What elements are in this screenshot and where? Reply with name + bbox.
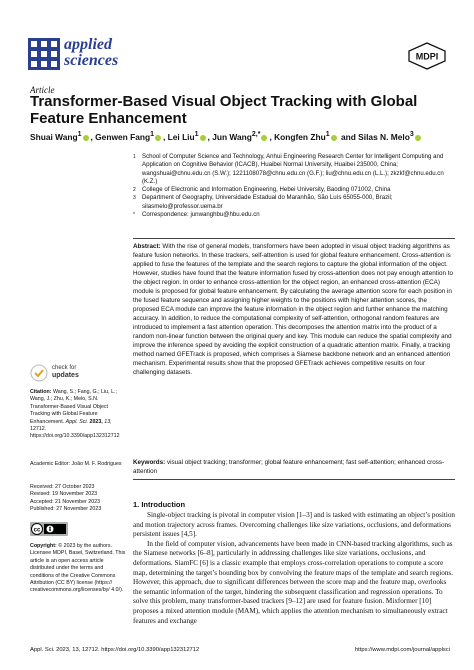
orcid-icon[interactable] [200,135,206,141]
academic-editor [30,461,126,468]
author-name: Kongfen Zhu [274,131,326,142]
journal-name [64,37,118,69]
author-name: Lei Liu [167,131,195,142]
author-name: Jun Wang [212,131,252,142]
journal-name-line1: applied [64,36,112,53]
license-badge-text: cc [33,527,41,534]
author-list: Shuai Wang$^1$ , Genwen Fang$^1$ , Lei Liu$^1$ , Jun Wang$^{2,*}$ , Kongfen Zhu$^1$ and Silas N. Melo$^3$ [30,131,460,142]
orcid-icon[interactable] [261,135,267,141]
affiliation [133,194,453,211]
author-affil: 2,* [251,131,261,138]
author-affil: 1 [77,131,82,138]
citation-label: Citation: [30,389,52,395]
journal-name-line2: sciences [64,52,119,69]
author-affil: 1 [194,131,199,138]
author-affil: 1 [325,131,330,138]
author-name: Shuai Wang [30,131,78,142]
citation-year: 2023, [89,418,103,425]
citation-volume: 13, [104,418,112,425]
date-accepted: Accepted: 21 November 2023 [30,498,101,505]
author-name: Genwen Fang [95,131,151,142]
author-affil: 3 [409,131,414,138]
affiliation [133,153,453,186]
citation-journal: Appl. Sci. [65,418,89,425]
copyright-text: © 2023 by the authors. Licensee MDPI, Basel, Switzerland. This article is an open access article distributed under the terms and conditions of the Creative Commons Attribution (CC BY) license (https:// creativecommons.org/licenses/by/ 4.0/). [30,543,126,594]
affiliation-text: School of Computer Science and Technology, Anhui Engineering Research Center for Intelligent Computing and Application on Cognitive Behavior (ICACB), Huaibei Normal University, Huaibei 235000, China; wangshuai@chnu.edu.cn (S.W.); 1221108078@chnu.edu.cn (G.F.); liu@chnu.edu.cn (L.L.); zkzkf@chnu.edu.cn (K.Z.) [142,153,444,185]
copyright-label: Copyright: [30,543,57,549]
footer-citation[interactable]: Appl. Sci. 2023, 13, 12712. https://doi.org/10.3390/app132312712 [30,647,200,653]
check-updates-line2: updates [52,372,79,379]
affiliation-number: 2 [133,187,136,194]
abstract-text: With the rise of general models, transformers have been adopted in visual object tracking algorithms as feature fusion networks. In these trackers, self-attention is used for global feature enhancement. Cross-attention is applied to fuse the features of the template and the search regions to capture the global information of the object. However, studies have found that the feature information fused by cross-attention does not pay enough attention to the object region. In order to enhance cross-attention for the object region, an enhanced cross-attention (ECA) module is proposed for global feature enhancement. By calculating the average attention score for each position in the fused feature sequence and assigning higher weights to the positions with higher attention scores, the proposed ECA module can improve the feature information in the object region and further enhance the matching accuracy. In addition, to reduce the computational complexity of self-attention, orthogonal random features are introduced to implement a fast attention operation. This decomposes the attention matrix into the product of a random non-linear function between the original query and key. This module can reduce the spatial complexity and improve the inference speed by avoiding the explicit construction of a quadratic attention matrix. Finally, a tracking method named GFETrack is proposed, which comprises a Siamese backbone network and an enhanced attention mechanism. Experimental results show that the proposed GFETrack achieves competitive results on four challenging datasets. [133,243,453,376]
abstract-label: Abstract: [133,243,161,250]
journal-logo-icon [28,38,60,70]
cc-by-license-icon[interactable] [30,522,68,536]
citation-text: Wang, S.; Fang, G.; Liu, L.; Wang, J.; Zhu, K.; Melo, S.N. Transformer-Based Visual Object Tracking with Global Feature Enhancement. [30,389,117,425]
author-name: Silas N. Melo [358,131,410,142]
page-footer [30,647,450,653]
keywords-label: Keywords: [133,459,166,466]
date-published: Published: 27 November 2023 [30,506,102,513]
editor-label: Academic Editor: [30,461,71,467]
intro-body [133,511,455,626]
copyright-block [30,543,126,595]
orcid-icon[interactable] [415,135,421,141]
affiliation-text: Department of Geography, Universidade Estadual do Maranhão, São Luís 65055-000, Brazil; silasmelo@professor.uema.br [142,194,393,210]
mdpi-logo-icon [408,42,446,70]
intro-paragraph: Single-object tracking is pivotal in computer vision [1–3] and is tasked with estimating an object’s position and motion trajectory across frames. Overcoming challenges like size variations, occlusions, and deformations persistent issues [4,5]. [133,511,456,539]
affiliation-number: 1 [133,154,136,160]
affiliation [133,186,453,194]
orcid-icon[interactable] [83,135,89,141]
section-divider [133,479,455,480]
authors-and: and [340,131,356,142]
keywords [133,458,455,476]
editor-name: João M. F. Rodrigues [71,461,122,467]
date-list [30,484,126,514]
citation-rest: 12712. https://doi.org/10.3390/app132312712 [30,426,120,440]
keywords-text: visual object tracking; transformer; global feature enhancement; fast self-attention; enhanced cross-attention [133,459,445,475]
date-received: Received: 27 October 2023 [30,484,95,490]
check-updates-icon [30,364,48,382]
publisher-label: MDPI [415,51,439,62]
citation-block [30,389,126,441]
affiliation-number: 3 [133,195,136,202]
section-heading: 1. Introduction [133,500,186,509]
affiliation-number: * [133,212,135,219]
page-title: Transformer-Based Visual Object Tracking with Global Feature Enhancement [30,93,418,127]
author-affil: 1 [150,131,154,138]
article-type: Article [30,85,55,95]
affiliations [133,153,453,219]
intro-paragraph: In the field of computer vision, advancements have been made in CNN-based tracking algorithms, such as the Siamese networks [6–8], particularly in addressing challenges like size variations, occlusions, and deformations. SiamFC [6] is a classic example that employs cross-correlation operations to compute a score map, determining the target’s bounding box by convolving the feature maps of the template and search regions. However, this approach, due to significant differences between the score map and the feature map, overlooks the semantic information of the target, hindering the subsequent classification and regression operations. To solve this problem, many transformer-based trackers [9–12] are used for feature fusion. Mixformer [10] proposes a mixed attention module (MAM), which applies the attention mechanism to simultaneously extract features and exchange [133,539,454,625]
orcid-icon[interactable] [155,135,161,141]
footer-journal-url[interactable]: https://www.mdpi.com/journal/applsci [354,647,450,653]
abstract [133,238,455,377]
affiliation-text: Correspondence: junwanghbu@hbu.edu.cn [142,211,260,219]
affiliation-text: College of Electronic and Information Engineering, Hebei University, Baoding 071002, China [142,186,391,194]
affiliation [133,211,453,219]
check-updates-line1: check for [52,365,77,371]
date-revised: Revised: 19 November 2023 [30,491,98,498]
check-updates-badge[interactable] [30,362,126,384]
orcid-icon[interactable] [331,135,337,141]
